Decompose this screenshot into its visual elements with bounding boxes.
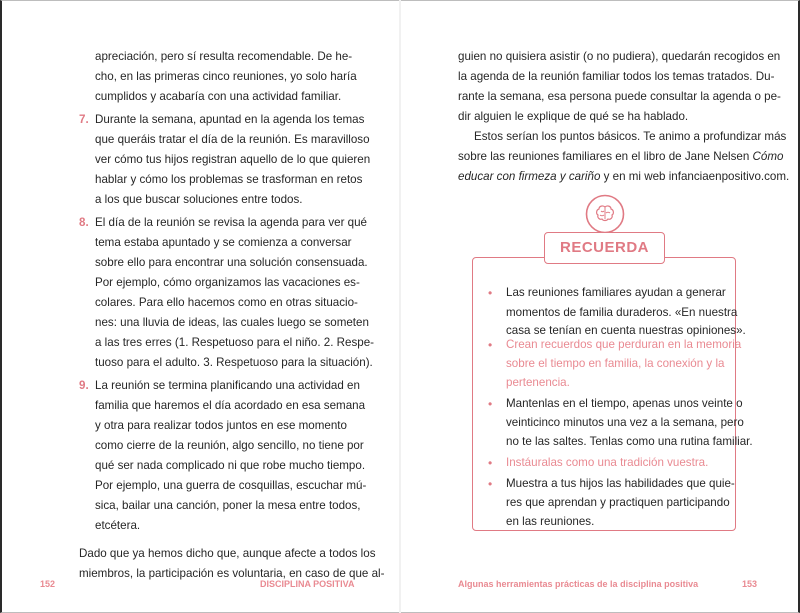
text-line: veinticinco minutos una vez a la semana, pero xyxy=(506,416,744,429)
text-line: la agenda de la reunión familiar todos los temas tratados. Du- xyxy=(458,70,775,83)
text-line: ver cómo tus hijos registran aquello de lo que quieren xyxy=(95,153,371,166)
text-line xyxy=(458,167,789,187)
text-line: no te las saltes. Tenlas como una rutina familiar. xyxy=(506,435,753,448)
text-line: momentos de familia duraderos. «En nuestra xyxy=(506,306,738,319)
text-fragment: sobre las reuniones familiares en el libro de Jane Nelsen xyxy=(458,150,753,163)
page-number-right: 153 xyxy=(742,579,758,589)
text-line: rante la semana, esa persona puede consultar la agenda o pe- xyxy=(458,90,781,103)
text-line: Durante la semana, apuntad en la agenda los temas xyxy=(95,113,365,126)
list-number: 8. xyxy=(79,216,89,229)
text-line: Muestra a tus hijos las habilidades que quie- xyxy=(506,477,735,490)
text-line: colares. Para ello hacemos como en otras situacio- xyxy=(95,296,358,309)
text-line: cho, en las primeras cinco reuniones, yo solo haría xyxy=(95,70,357,83)
text-line: familia que haremos el día acordado en esa semana xyxy=(95,399,366,412)
bullet-icon: • xyxy=(488,286,493,300)
page-number-left: 152 xyxy=(40,579,56,589)
text-line: guien no quisiera asistir (o no pudiera), quedarán recogidos en xyxy=(458,50,781,63)
reminder-title: RECUERDA xyxy=(544,232,665,264)
text-line: Instáuralas como una tradición vuestra. xyxy=(506,456,709,469)
text-line: Crean recuerdos que perduran en la memoria xyxy=(506,338,742,351)
book-title-fragment: Cómo xyxy=(752,150,784,163)
text-line: La reunión se termina planificando una actividad en xyxy=(95,379,360,392)
text-line: apreciación, pero sí resulta recomendable. De he- xyxy=(95,50,353,63)
text-line: tema estaba apuntado y se comienza a conversar xyxy=(95,236,352,249)
text-line: etcétera. xyxy=(95,519,141,532)
text-line: pertenencia. xyxy=(506,376,570,389)
bullet-icon: • xyxy=(488,338,493,352)
text-line: Por ejemplo, cómo organizamos las vacaciones es- xyxy=(95,276,360,289)
text-line: Mantenlas en el tiempo, apenas unos veinte o xyxy=(506,397,743,410)
text-line: nes: una lluvia de ideas, las cuales luego se someten xyxy=(95,316,369,329)
text-line: Dado que ya hemos dicho que, aunque afecte a todos los xyxy=(79,547,376,560)
text-line xyxy=(458,147,783,167)
list-number: 7. xyxy=(79,113,89,126)
brain-icon xyxy=(585,194,625,234)
text-line: Por ejemplo, una guerra de cosquillas, escuchar mú- xyxy=(95,479,367,492)
text-line: como cierre de la reunión, algo sencillo, no tiene por xyxy=(95,439,364,452)
running-title-left: DISCIPLINA POSITIVA xyxy=(260,579,355,589)
text-line: y otra para realizar todos juntos en ese momento xyxy=(95,419,347,432)
text-fragment: y en mi web infanciaenpositivo.com. xyxy=(600,170,790,183)
text-line: qué ser nada complicado ni que robe mucho tiempo. xyxy=(95,459,366,472)
text-line: a las tres erres (1. Respetuoso para el niño. 2. Respe- xyxy=(95,336,375,349)
text-line: miembros, la participación es voluntaria, en caso de que al- xyxy=(79,567,385,580)
text-line: El día de la reunión se revisa la agenda para ver qué xyxy=(95,216,367,229)
text-line: Las reuniones familiares ayudan a generar xyxy=(506,286,726,299)
bullet-icon: • xyxy=(488,456,493,470)
text-line: sobre el tiempo en familia, la conexión y la xyxy=(506,357,725,370)
running-title-right: Algunas herramientas prácticas de la disciplina positiva xyxy=(458,579,699,589)
text-line: dir alguien le explique de qué se ha hablado. xyxy=(458,110,689,123)
text-line: hablar y cómo los problemas se trasforman en retos xyxy=(95,173,363,186)
text-line: sica, bailar una canción, poner la mesa entre todos, xyxy=(95,499,361,512)
text-line: que queráis tratar el día de la reunión. Es maravilloso xyxy=(95,133,370,146)
book-title-fragment: educar con firmeza y cariño xyxy=(458,170,601,183)
text-line: res que aprendan y practiquen participando xyxy=(506,496,730,509)
bullet-icon: • xyxy=(488,477,493,491)
list-number: 9. xyxy=(79,379,89,392)
bullet-icon: • xyxy=(488,397,493,411)
text-line: sobre ello para encontrar una solución consensuada. xyxy=(95,256,368,269)
text-line: en las reuniones. xyxy=(506,515,595,528)
text-line: tuoso para el adulto. 3. Respetuoso para la situación). xyxy=(95,356,373,369)
text-line: a los que buscar soluciones entre todos. xyxy=(95,193,303,206)
left-page xyxy=(0,0,399,613)
text-line: Estos serían los puntos básicos. Te animo a profundizar más xyxy=(474,130,787,143)
text-line: casa se tenían en cuenta nuestras opiniones». xyxy=(506,324,746,337)
text-line: cumplidos y acabaría con una actividad familiar. xyxy=(95,90,342,103)
